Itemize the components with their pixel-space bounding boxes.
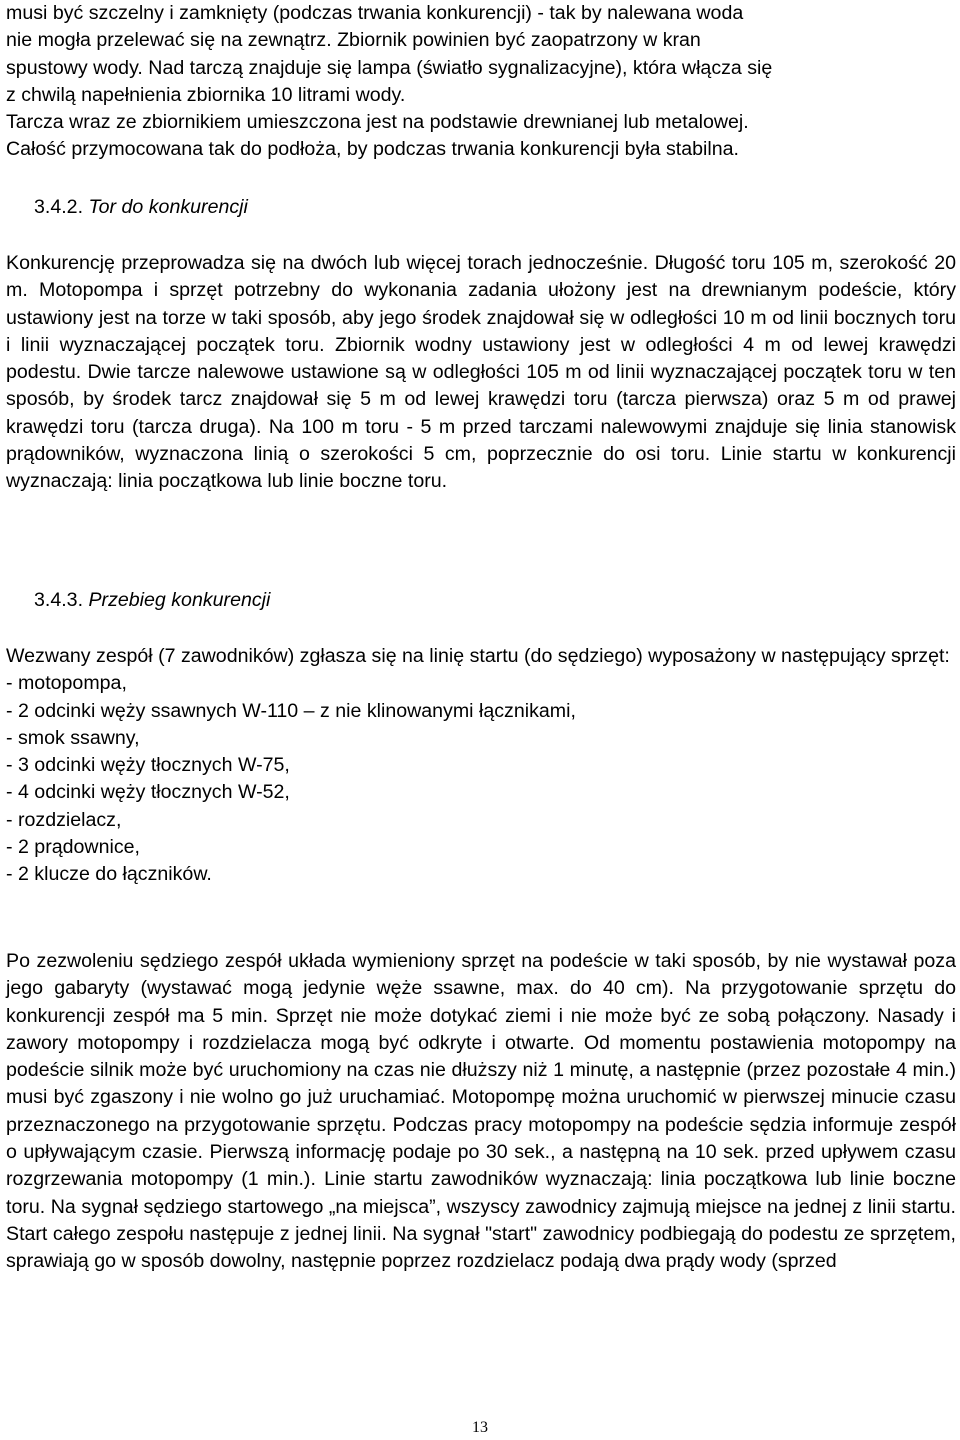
list-item: - 2 prądownice, bbox=[6, 836, 140, 859]
section-title: Tor do konkurencji bbox=[88, 196, 248, 218]
list-item: - motopompa, bbox=[6, 672, 127, 695]
text-line: nie mogła przelewać się na zewnątrz. Zbiornik powinien być zaopatrzony w kran bbox=[6, 29, 701, 52]
paragraph-team-intro: Wezwany zespół (7 zawodników) zgłasza się na linię startu (do sędziego) wyposażony w następujący sprzęt: bbox=[6, 645, 950, 667]
section-title: Przebieg konkurencji bbox=[88, 589, 271, 611]
text-line: Całość przymocowana tak do podłoża, by podczas trwania konkurencji była stabilna. bbox=[6, 138, 739, 161]
list-item: - 3 odcinki węży tłocznych W-75, bbox=[6, 754, 290, 777]
page-number: 13 bbox=[472, 1419, 488, 1436]
equipment-section bbox=[6, 643, 956, 889]
paragraph-tarcza-description bbox=[6, 0, 956, 164]
list-item: - 4 odcinki węży tłocznych W-52, bbox=[6, 781, 290, 804]
paragraph-procedure: Po zezwoleniu sędziego zespół układa wymieniony sprzęt na podeście w taki sposób, by nie wystawał poza jego gabaryty (wystawać mogą jedynie węże ssawne, max. do 40 cm). Na przygotowanie sprzętu do konkurencji zespół ma 5 min. Sprzęt nie może dotykać ziemi i nie może być ze sobą połączony. Nasady i zawory motopompy i rozdzielacza mogą być odkryte i otwarte. Od momentu postawienia motopompy na podeście silnik może być uruchomiony na czas nie dłuższy niż 1 minutę, a następnie (przez pozostałe 4 min.) musi być zgaszony i nie wolno go już uruchamiać. Motopompę można uruchomić w pierwszej minucie czasu przeznaczonego na przygotowanie sprzętu. Podczas pracy motopompy na podeście sędzia informuje zespół o upływającym czasie. Pierwszą informację podaje po 30 sek., a następną na 10 sek. przed upływem czasu rozgrzewania motopompy (1 min.). Linie startu zawodników wyznaczają: linia początkowa lub linie boczne toru. Na sygnał sędziego startowego „na miejsca”, wszyscy zawodnicy zajmują miejsce na jednej z linii startu. Start całego zespołu następuje z jednej linii. Na sygnał "start" zawodnicy podbiegają do podestu ze sprzętem, sprawiają go w sposób dowolny, następnie poprzez rozdzielacz podają dwa prądy wody (sprzed bbox=[6, 950, 956, 1273]
text-line: musi być szczelny i zamknięty (podczas trwania konkurencji) - tak by nalewana woda bbox=[6, 2, 744, 24]
list-item: - rozdzielacz, bbox=[6, 808, 122, 831]
list-item: - 2 klucze do łączników. bbox=[6, 863, 212, 886]
list-item: - 2 odcinki węży ssawnych W-110 – z nie klinowanymi łącznikami, bbox=[6, 699, 576, 722]
text-line: z chwilą napełnienia zbiornika 10 litrami wody. bbox=[6, 83, 406, 106]
text-line: Tarcza wraz ze zbiornikiem umieszczona jest na podstawie drewnianej lub metalowej. bbox=[6, 111, 749, 134]
section-heading-3-4-2 bbox=[34, 194, 248, 221]
section-number: 3.4.2. bbox=[34, 196, 84, 218]
paragraph-tor-description: Konkurencję przeprowadza się na dwóch lub więcej torach jednocześnie. Długość toru 105 m, szerokość 20 m. Motopompa i sprzęt potrzebny do wykonania zadania ułożony jest na drewnianym podeście, który ustawiony jest na torze w taki sposób, aby jego środek znajdował się w odległości 10 m od linii bocznych toru i linii wyznaczającej początek toru. Zbiornik wodny ustawiony jest w odległości 4 m od lewej krawędzi podestu. Dwie tarcze nalewowe ustawione są w odległości 105 m od linii wyznaczającej początek toru w ten sposób, by środek tarcz znajdował się 5 m od lewej krawędzi toru (tarcza pierwsza) oraz 5 m od prawej krawędzi toru (tarcza druga). Na 100 m toru - 5 m przed tarczami nalewowymi znajduje się linia stanowisk prądowników, wyznaczona linią o szerokości 5 cm, poprzecznie do osi toru. Linie startu w konkurencji wyznaczają: linia początkowa lub linie boczne toru. bbox=[6, 252, 956, 493]
section-number: 3.4.3. bbox=[34, 589, 84, 611]
equipment-list bbox=[6, 670, 956, 888]
text-line: spustowy wody. Nad tarczą znajduje się lampa (światło sygnalizacyjne), która włącza się bbox=[6, 56, 773, 79]
list-item: - smok ssawny, bbox=[6, 726, 140, 749]
section-heading-3-4-3 bbox=[34, 587, 270, 614]
